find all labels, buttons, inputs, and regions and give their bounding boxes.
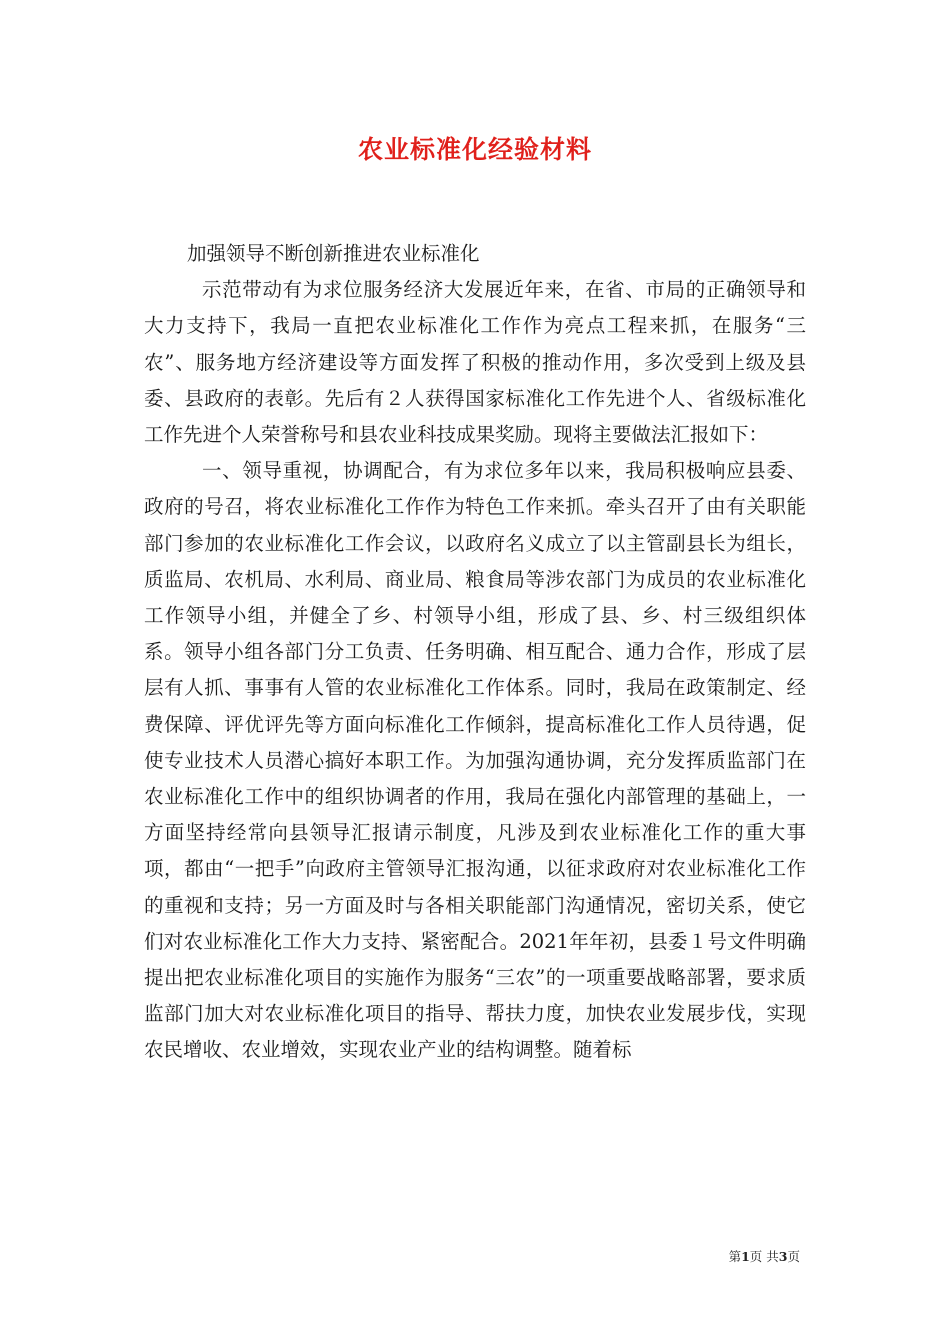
- footer-prefix: 第: [728, 1249, 742, 1264]
- paragraph-intro: 示范带动有为求位服务经济大发展近年来，在省、市局的正确领导和大力支持下，我局一直把农业标准化工作作为亮点工程来抓，在服务“三农”、服务地方经济建设等方面发挥了积极的推动作用，多次受到上级及县委、县政府的表彰。先后有２人获得国家标准化工作先进个人、省级标准化工作先进个人荣誉称号和县农业科技成果奖励。现将主要做法汇报如下：: [144, 278, 806, 447]
- document-body: [144, 236, 806, 1069]
- footer-suffix: 页: [787, 1249, 800, 1264]
- paragraph-section-one: 一、领导重视，协调配合，有为求位多年以来，我局积极响应县委、政府的号召，将农业标准化工作作为特色工作来抓。牵头召开了由有关职能部门参加的农业标准化工作会议，以政府名义成立了以主管副县长为组长，质监局、农机局、水利局、商业局、粮食局等涉农部门为成员的农业标准化工作领导小组，并健全了乡、村领导小组，形成了县、乡、村三级组织体系。领导小组各部门分工负责、任务明确、相互配合、通力合作，形成了层层有人抓、事事有人管的农业标准化工作体系。同时，我局在政策制定、经费保障、评优评先等方面向标准化工作倾斜，提高标准化工作人员待遇，促使专业技术人员潜心搞好本职工作。为加强沟通协调，充分发挥质监部门在农业标准化工作中的组织协调者的作用，我局在强化内部管理的基础上，一方面坚持经常向县领导汇报请示制度，凡涉及到农业标准化工作的重大事项，都由“一把手”向政府主管领导汇报沟通，以征求政府对农业标准化工作的重视和支持；另一方面及时与各相关职能部门沟通情况，密切关系，使它们对农业标准化工作大力支持、紧密配合。2021年年初，县委１号文件明确提出把农业标准化项目的实施作为服务“三农”的一项重要战略部署，要求质监部门加大对农业标准化项目的指导、帮扶力度，加快农业发展步伐，实现农民增收、农业增效，实现农业产业的结构调整。随着标: [144, 459, 806, 1062]
- document-title: 农业标准化经验材料: [357, 135, 592, 164]
- footer-middle: 页 共: [749, 1249, 779, 1264]
- footer-current-page: 1: [741, 1249, 750, 1264]
- footer-total-pages: 3: [778, 1249, 788, 1264]
- subheading: 加强领导不断创新推进农业标准化: [187, 242, 480, 265]
- page-footer: [729, 1249, 800, 1265]
